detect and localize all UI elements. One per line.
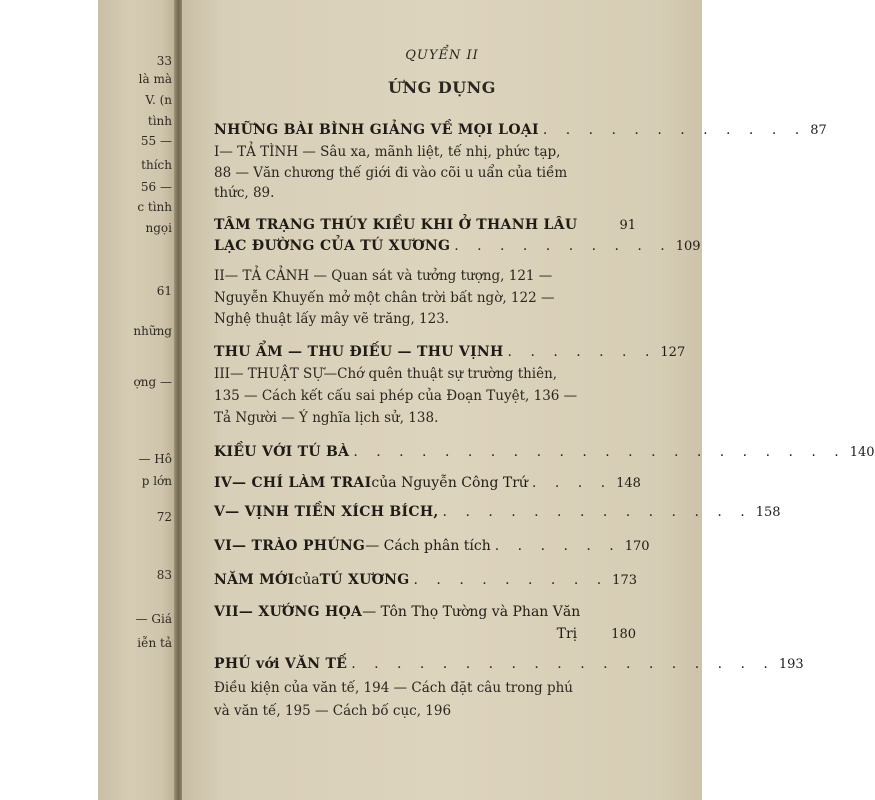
toc-entry-title: PHÚ với VĂN TẾ [214,656,348,672]
toc-description-line: thức, 89. [214,185,275,201]
left-fragment: c tình [137,200,172,214]
left-fragment: 61 [156,284,172,298]
toc-leader-dots: . . . . [531,475,613,491]
toc-description-line: Nghệ thuật lấy mây vẽ trăng, 123. [214,311,450,327]
toc-entry-subtitle: của [294,572,320,588]
toc-entry [214,217,636,233]
toc-entry [214,538,650,554]
toc-entry-title: TÚ XƯƠNG [319,572,410,588]
left-fragment: là mà [138,72,172,86]
toc-page-number: 193 [778,657,804,672]
toc-page-number: 140 [849,445,875,460]
left-fragment: thích [141,158,172,172]
toc-entry-title: KIỀU VỚI TÚ BÀ [214,444,350,460]
toc-entry [214,122,827,138]
toc-leader-dots: . . . . . . [494,538,621,554]
left-fragment: 56 — [140,180,172,194]
toc-page-number: 109 [675,239,701,254]
toc-description-line: và văn tế, 195 — Cách bố cục, 196 [214,703,452,719]
section-heading: ỨNG DỤNG [388,78,496,97]
toc-entry-subtitle: của Nguyễn Công Trứ [371,475,528,491]
left-fragment: p lớn [141,474,172,488]
toc-entry [214,572,636,588]
left-fragment: iễn tả [137,636,172,650]
toc-entry [214,604,636,620]
toc-page-number: 127 [660,345,686,360]
left-fragment: — Giá [135,612,172,626]
left-fragment: 83 [156,568,172,582]
toc-entry-title: VII— XƯỚNG HỌA [214,604,363,620]
toc-entry-title: TÂM TRẠNG THÚY KIỀU KHI Ở THANH LÂU [214,217,578,233]
toc-entry-continuation [214,626,636,642]
toc-leader-dots: . . . . . . . . . [413,572,609,588]
toc-leader-dots: . . . . . . . . . . . . . . . . . . . [351,656,775,672]
toc-entry [214,238,701,254]
left-fragment: V. (n [145,93,172,107]
toc-page-number: 170 [624,539,650,554]
toc-entry-subtitle: Trị [556,626,578,642]
volume-heading: QUYỂN II [405,48,479,63]
toc-page-number: 148 [616,476,641,491]
toc-description-line: III— THUẬT SỰ—Chớ quên thuật sự trường thiên, [214,366,558,382]
toc-description-line: Nguyễn Khuyến mở một chân trời bất ngờ, 122 — [214,290,555,306]
toc-leader-dots: . . . . . . . . . . . . . . . . . . . . . . [353,444,846,460]
left-fragment: 55 — [140,134,172,148]
toc-leader-dots: . . . . . . . . . . . . [542,122,807,138]
toc-entry [214,444,875,460]
toc-page-number: 180 [611,627,636,642]
toc-description-line: 88 — Văn chương thế giới đi vào cõi u uẩn của tiềm [214,165,568,181]
toc-entry-title: THU ẨM — THU ĐIẾU — THU VỊNH [214,344,504,360]
left-fragment: tình [147,114,172,128]
toc-entry-subtitle: — Tôn Thọ Tường và Phan Văn [362,604,581,620]
toc-entry-subtitle: — Cách phân tích [365,538,491,554]
toc-entry-title: LẠC ĐƯỜNG CỦA TÚ XƯƠNG [214,238,451,254]
toc-page-number: 87 [810,123,827,138]
left-fragment: 72 [156,510,172,524]
toc-description-line: II— TẢ CẢNH — Quan sát và tưởng tượng, 121 — [214,268,553,284]
table-of-contents-page [182,0,875,800]
toc-description-line: Điều kiện của văn tế, 194 — Cách đặt câu trong phú [214,680,573,696]
toc-entry [214,656,804,672]
toc-leader-dots: . . . . . . . . . . . . . . [442,504,752,520]
toc-entry [214,344,686,360]
toc-description-line: 135 — Cách kết cấu sai phép của Đoạn Tuyệt, 136 — [214,388,578,404]
toc-entry-title: NHỮNG BÀI BÌNH GIẢNG VỀ MỌI LOẠI [214,122,539,138]
toc-entry-title: V— VỊNH TIỀN XÍCH BÍCH, [214,504,439,520]
toc-page-number: 173 [612,573,637,588]
toc-entry-title: IV— CHÍ LÀM TRAI [214,475,372,491]
left-page-edge [98,0,178,800]
toc-page-number: 158 [755,505,781,520]
left-fragment: những [133,324,172,338]
toc-entry [214,475,641,491]
toc-leader-dots: . . . . . . . . . . [454,238,672,254]
toc-entry-title: VI— TRÀO PHÚNG [214,538,366,554]
left-fragment: ợng — [133,375,172,389]
toc-description-line: Tả Người — Ý nghĩa lịch sử, 138. [214,410,439,426]
left-fragment: ngọi [145,221,172,235]
left-fragment: — Hô [138,452,172,466]
left-fragment: 33 [156,54,172,68]
toc-leader-dots: . . . . . . . [507,344,657,360]
toc-entry-title: NĂM MỚI [214,572,295,588]
toc-page-number: 91 [619,218,636,233]
toc-description-line: I— TẢ TÌNH — Sâu xa, mãnh liệt, tế nhị, phức tạp, [214,144,561,160]
toc-entry [214,504,781,520]
